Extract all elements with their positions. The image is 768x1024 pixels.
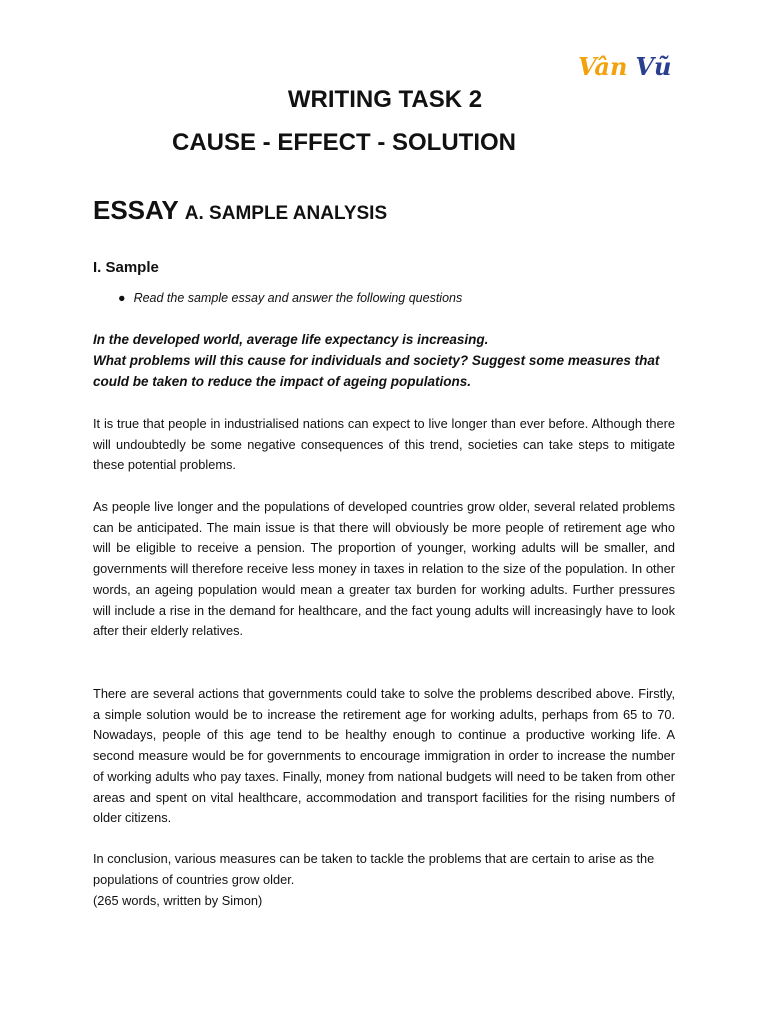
essay-paragraph-solutions: There are several actions that governments could take to solve the problems described above. Firstly, a simple solution would be to increase the retirement age for working adults, perhaps from 65 to 70. Nowadays, people of this age tend to be healthy enough to continue a productive working life. A second measure would be for governments to encourage immigration in order to increase the number of working adults who pay taxes. Finally, money from national budgets will need to be taken from other areas and spent on vital healthcare, accommodation and transport facilities for the rising numbers of older citizens. bbox=[93, 686, 675, 826]
page-subtitle: CAUSE - EFFECT - SOLUTION bbox=[172, 129, 516, 156]
bullet-icon: ● bbox=[118, 291, 126, 305]
subsection-heading: I. Sample bbox=[93, 259, 159, 276]
logo-word-second: Vũ bbox=[635, 52, 672, 81]
essay-signature: (265 words, written by Simon) bbox=[93, 893, 263, 908]
part-label: A. SAMPLE ANALYSIS bbox=[184, 203, 388, 224]
section-heading bbox=[93, 192, 387, 233]
question-line-1: In the developed world, average life expectancy is increasing. bbox=[93, 332, 489, 347]
logo-word-first: Vân bbox=[578, 52, 628, 81]
essay-paragraph-introduction: It is true that people in industrialised nations can expect to live longer than ever before. Although there will undoubtedly be some negative consequences of this trend, societies can take steps to mitigate these potential problems. bbox=[93, 416, 675, 473]
question-line-2: What problems will this cause for individuals and society? Suggest some measures that could be taken to reduce the impact of ageing populations. bbox=[93, 353, 660, 389]
brand-logo bbox=[578, 52, 672, 82]
instruction-text: Read the sample essay and answer the following questions bbox=[133, 291, 463, 305]
essay-paragraph-conclusion: In conclusion, various measures can be taken to tackle the problems that are certain to arise as the populations of countries grow older. bbox=[93, 851, 655, 887]
page-title: WRITING TASK 2 bbox=[287, 86, 483, 113]
essay-label: ESSAY bbox=[93, 195, 179, 225]
instruction-bullet bbox=[118, 288, 462, 308]
essay-paragraph-problems: As people live longer and the populations of developed countries grow older, several related problems can be anticipated. The main issue is that there will obviously be more people of retirement age who will be eligible to receive a pension. The proportion of younger, working adults will be smaller, and governments will therefore receive less money in taxes in relation to the size of the population. In other words, an ageing population would mean a greater tax burden for working adults. Further pressures will include a rise in the demand for healthcare, and the fact young adults will increasingly have to look after their elderly relatives. bbox=[93, 499, 675, 639]
essay-question bbox=[93, 329, 675, 392]
